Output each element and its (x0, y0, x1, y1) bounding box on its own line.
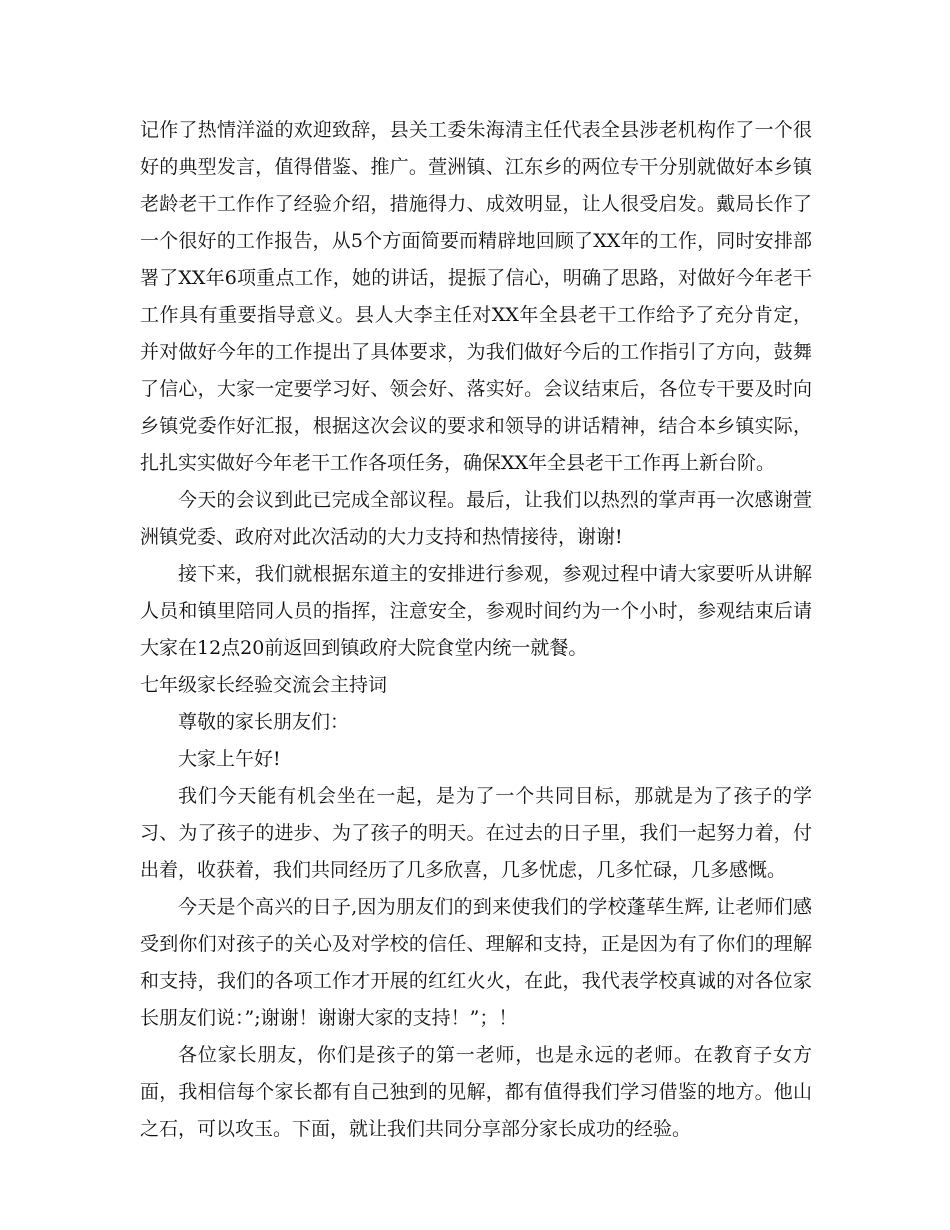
paragraph-welcome-thanks: 今天是个高兴的日子,因为朋友们的到来使我们的学校蓬荜生辉, 让老师们感受到你们对孩子的关心及对学校的信任、理解和支持，正是因为有了你们的理解和支持，我们的各项工作才开展的红红火火，在此，我代表学校真诚的对各位家长朋友们说：”;谢谢！谢谢大家的支持！”；！ (140, 896, 812, 1029)
section-heading: 七年级家长经验交流会主持词 (140, 674, 388, 696)
document-body (140, 112, 812, 1148)
paragraph-meeting-summary: 记作了热情洋溢的欢迎致辞，县关工委朱海清主任代表全县涉老机构作了一个很好的典型发言，值得借鉴、推广。萱洲镇、江东乡的两位专干分别就做好本乡镇老龄老干工作作了经验介绍，措施得力、成效明显，让人很受启发。戴局长作了一个很好的工作报告，从5个方面简要而精辟地回顾了XX年的工作，同时安排部署了XX年6项重点工作，她的讲话，提振了信心，明确了思路，对做好今年老干工作具有重要指导意义。县人大李主任对XX年全县老干工作给予了充分肯定，并对做好今年的工作提出了具体要求，为我们做好今后的工作指引了方向，鼓舞了信心，大家一定要学习好、领会好、落实好。会议结束后，各位专干要及时向乡镇党委作好汇报，根据这次会议的要求和领导的讲话精神，结合本乡镇实际，扎扎实实做好今年老干工作各项任务，确保XX年全县老干工作再上新台阶。 (140, 119, 812, 474)
paragraph-greeting: 大家上午好! (178, 748, 281, 770)
paragraph-salutation: 尊敬的家长朋友们： (178, 711, 350, 733)
paragraph-visit-arrangement: 接下来，我们就根据东道主的安排进行参观，参观过程中请大家要听从讲解人员和镇里陪同人员的指挥，注意安全，参观时间约为一个小时，参观结束后请大家在12点20前返回到镇政府大院食堂内统一就餐。 (140, 563, 812, 659)
paragraph-closing-thanks: 今天的会议到此已完成全部议程。最后，让我们以热烈的掌声再一次感谢萱洲镇党委、政府对此次活动的大力支持和热情接待，谢谢! (140, 489, 812, 548)
paragraph-parent-experience: 各位家长朋友，你们是孩子的第一老师，也是永远的老师。在教育子女方面，我相信每个家长都有自己独到的见解，都有值得我们学习借鉴的地方。他山之石，可以攻玉。下面，就让我们共同分享部分家长成功的经验。 (140, 1044, 812, 1140)
paragraph-common-goal: 我们今天能有机会坐在一起，是为了一个共同目标，那就是为了孩子的学习、为了孩子的进步、为了孩子的明天。在过去的日子里，我们一起努力着，付出着，收获着，我们共同经历了几多欣喜，几多忧虑，几多忙碌，几多感慨。 (140, 785, 812, 881)
